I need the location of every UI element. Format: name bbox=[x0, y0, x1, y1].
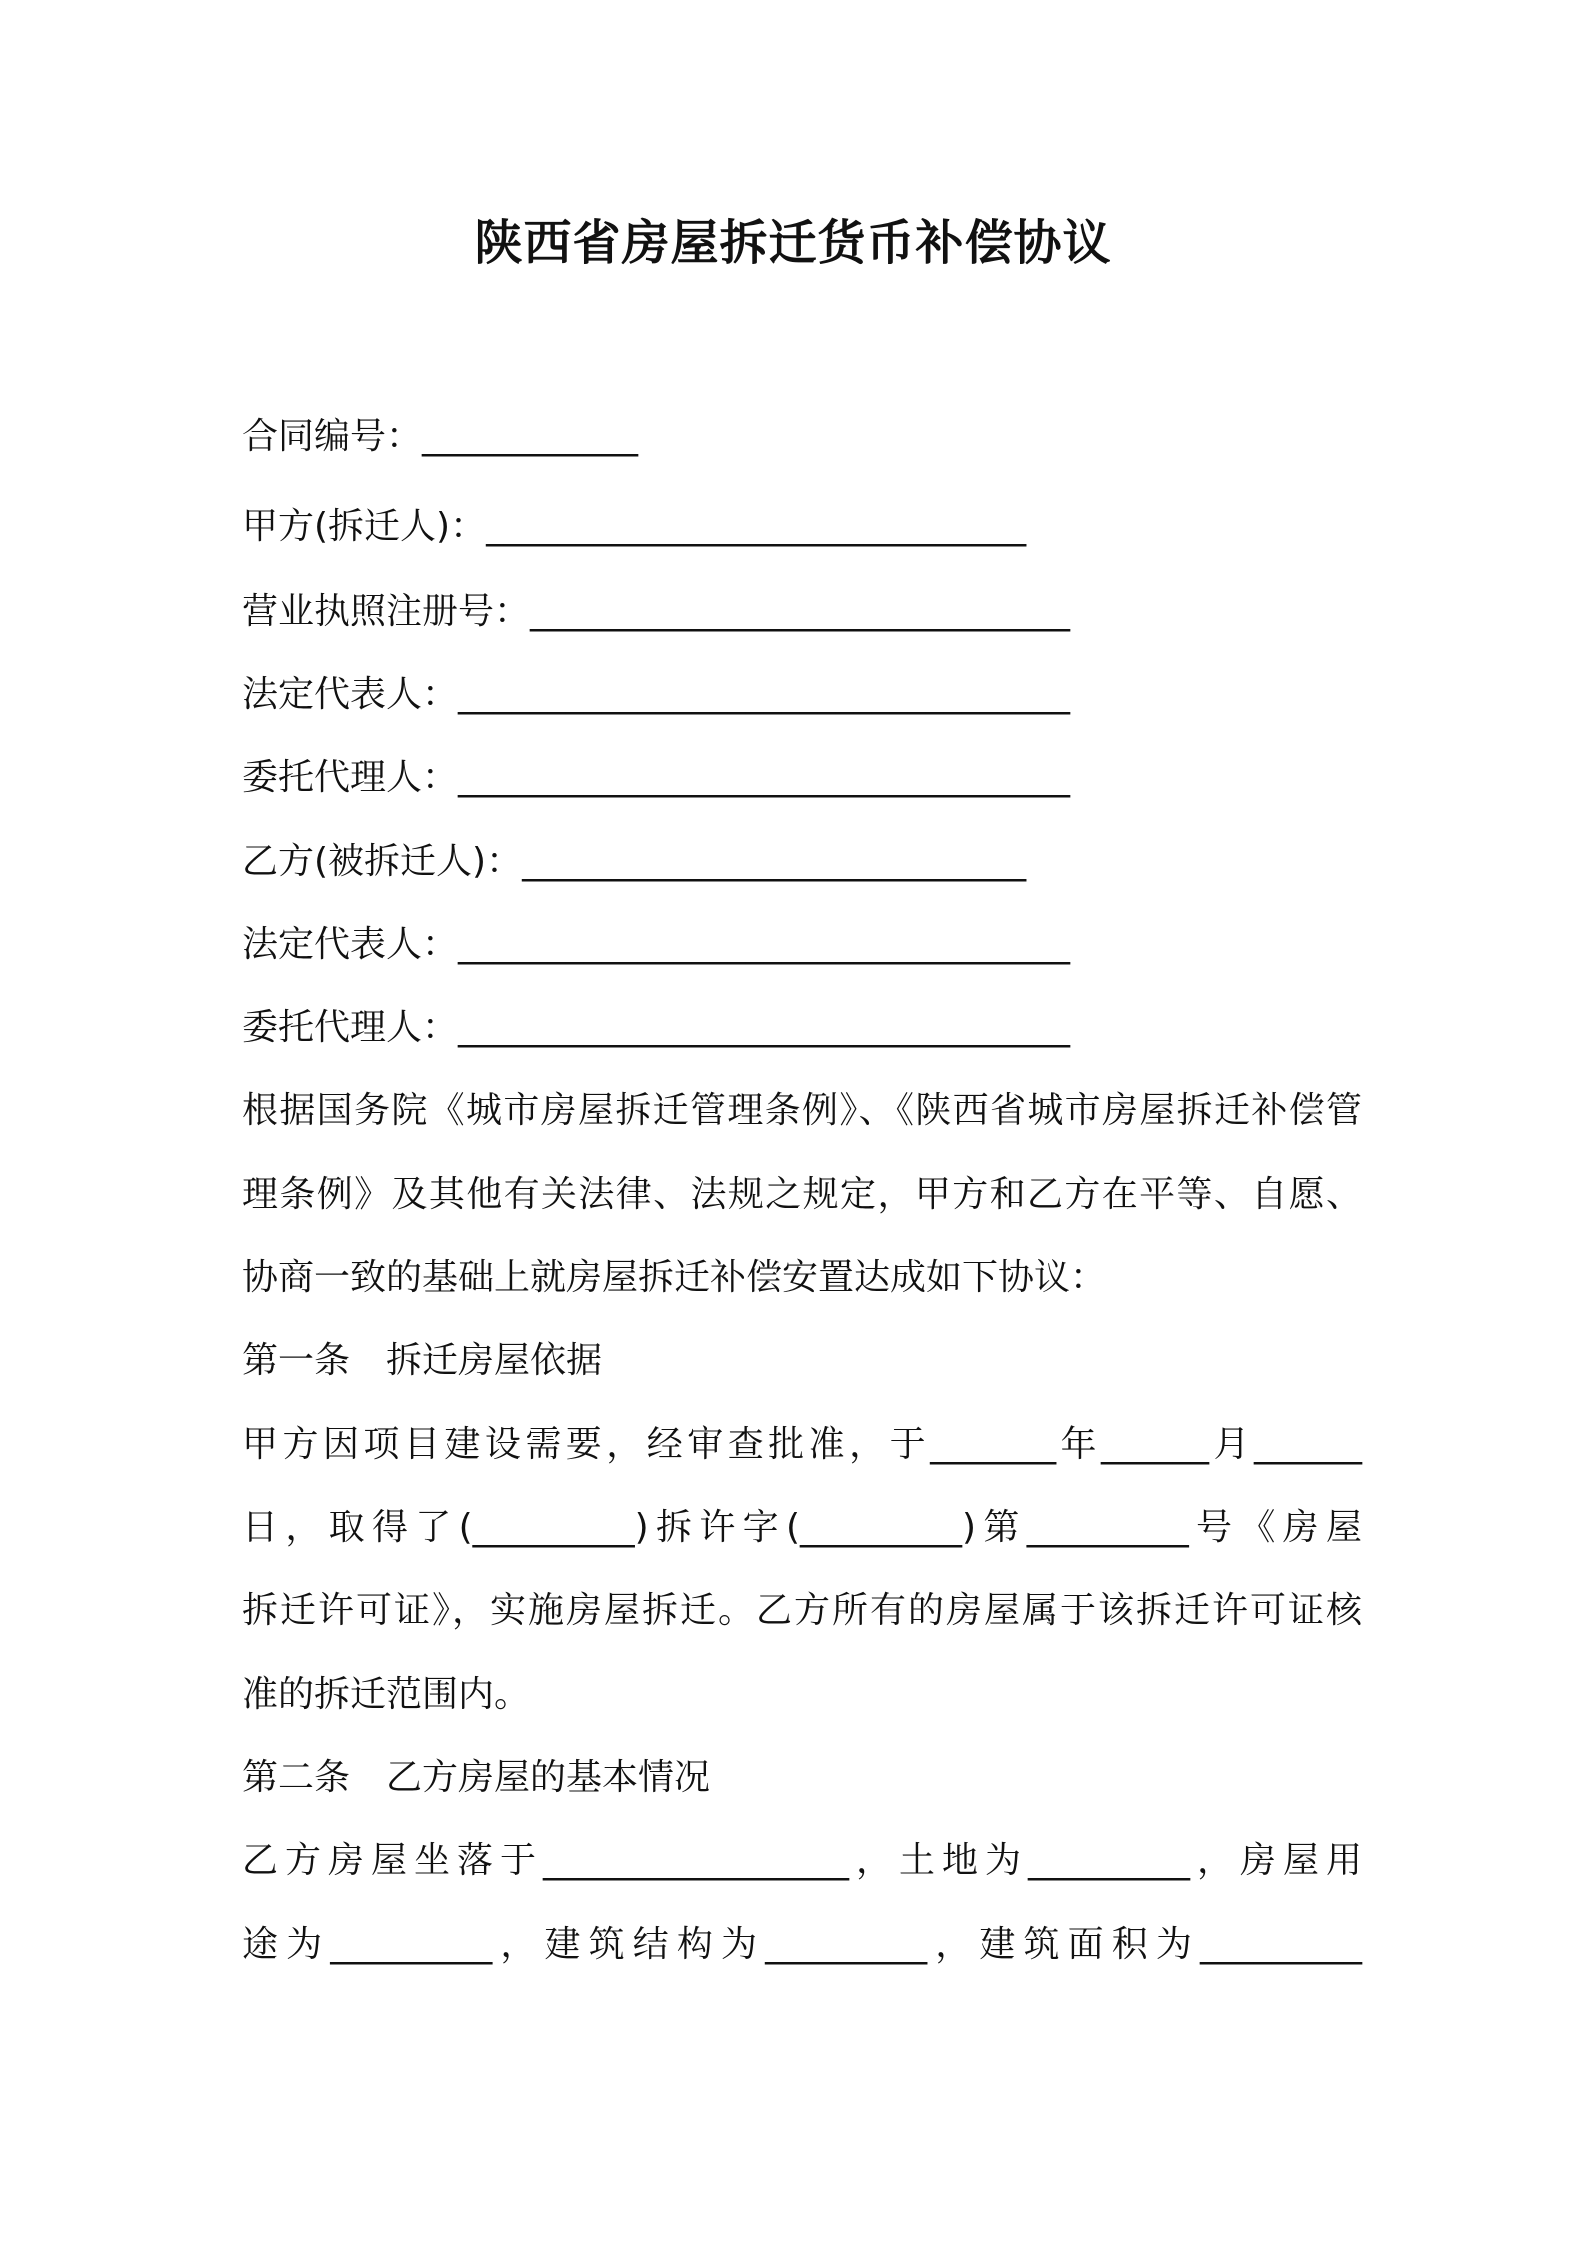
article-2-heading: 第二条 乙方房屋的基本情况 bbox=[242, 1757, 711, 1798]
party-a-legal-rep-line: 法定代表人：__________________________________ bbox=[242, 674, 1071, 715]
article-2-line-1: 乙方房屋坐落于_________________，土地为_________，房屋用 bbox=[242, 1840, 1362, 1881]
party-a-line: 甲方(拆迁人)：______________________________ bbox=[242, 506, 1027, 547]
article-2-line-2: 途为_________，建筑结构为_________，建筑面积为_________ bbox=[242, 1924, 1362, 1965]
party-b-agent-line: 委托代理人：__________________________________ bbox=[242, 1007, 1071, 1048]
document-title: 陕西省房屋拆迁货币补偿协议 bbox=[474, 215, 1112, 271]
article-1-line-3: 拆迁许可证》，实施房屋拆迁。乙方所有的房屋属于该拆迁许可证核 bbox=[242, 1590, 1362, 1631]
article-1-line-1: 甲方因项目建设需要，经审查批准，于_______年______月______ bbox=[242, 1424, 1362, 1465]
party-b-line: 乙方(被拆迁人)：____________________________ bbox=[242, 841, 1027, 882]
preamble-line-2: 理条例》及其他有关法律、法规之规定，甲方和乙方在平等、自愿、 bbox=[242, 1174, 1362, 1215]
article-1-line-2: 日，取得了(_________)拆许字(_________)第_________号《房屋 bbox=[242, 1507, 1362, 1548]
party-a-agent-line: 委托代理人：__________________________________ bbox=[242, 757, 1071, 798]
contract-number-line: 合同编号：____________ bbox=[242, 416, 639, 457]
party-b-legal-rep-line: 法定代表人：__________________________________ bbox=[242, 924, 1071, 965]
article-1-heading: 第一条 拆迁房屋依据 bbox=[242, 1340, 603, 1381]
preamble-line-3: 协商一致的基础上就房屋拆迁补偿安置达成如下协议： bbox=[242, 1257, 1107, 1298]
article-1-line-4: 准的拆迁范围内。 bbox=[242, 1674, 531, 1715]
preamble-line-1: 根据国务院《城市房屋拆迁管理条例》、《陕西省城市房屋拆迁补偿管 bbox=[242, 1090, 1362, 1131]
business-license-line: 营业执照注册号：______________________________ bbox=[242, 591, 1071, 632]
